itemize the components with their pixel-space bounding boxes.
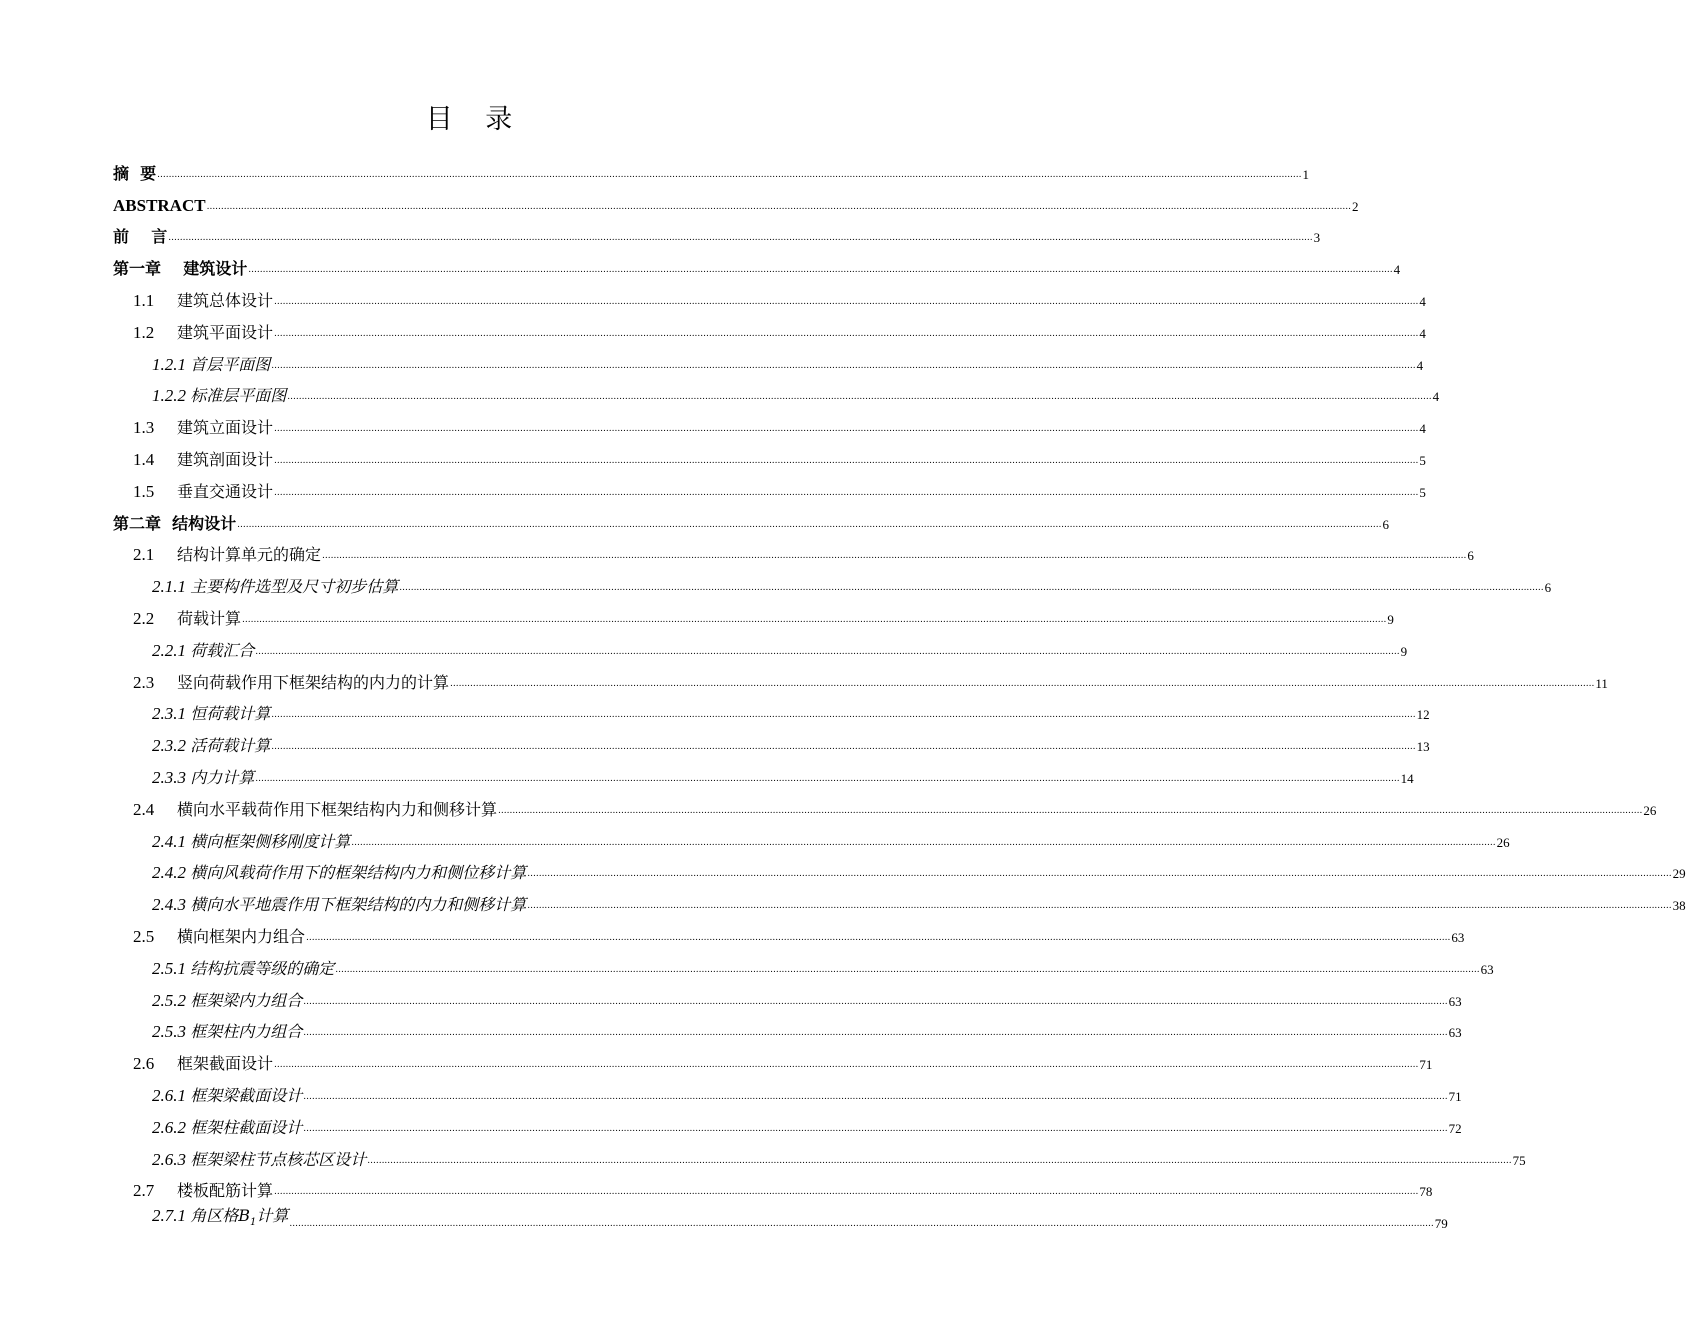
toc-page-number: 79 — [1434, 1216, 1448, 1232]
toc-page-number: 5 — [1419, 484, 1426, 500]
toc-section-title: 横向框架内力组合 — [177, 926, 306, 946]
dot-leader: ................................................................................................................................................................................................................................................................................................................................................................................................................ — [255, 646, 1400, 657]
toc-page-number: 4 — [1432, 389, 1440, 405]
dot-leader: ................................................................................................................................................................................................................................................................................................................................................................................................................ — [237, 519, 1382, 530]
toc-section-number: 2.5.1 — [152, 958, 191, 978]
dot-leader: ................................................................................................................................................................................................................................................................................................................................................................................................................ — [274, 487, 1419, 498]
toc-entry-label — [133, 673, 449, 693]
toc-entry[interactable] — [113, 406, 1426, 438]
toc-section-number: 1.5 — [133, 481, 155, 501]
toc-entry[interactable] — [113, 883, 1686, 915]
toc-entry[interactable] — [113, 438, 1426, 470]
toc-entry[interactable] — [113, 1011, 1462, 1043]
toc-section-title: 标准层平面图 — [190, 386, 287, 406]
toc-section-title: 荷载汇合 — [190, 640, 255, 660]
toc-section-number: 2.4.3 — [152, 895, 191, 915]
toc-page-number: 26 — [1643, 802, 1657, 818]
toc-section-number: 1.2 — [133, 322, 155, 342]
toc-entry-label — [133, 450, 273, 470]
toc-section-number: 2.1.1 — [152, 577, 191, 597]
toc-section-title: 荷载计算 — [177, 608, 242, 628]
toc-section-title: 建筑总体设计 — [177, 290, 274, 310]
toc-section-number: 2.2 — [133, 608, 155, 628]
toc-entry-label — [133, 927, 305, 947]
toc-page-number: 11 — [1595, 675, 1608, 691]
toc-page-number: 6 — [1382, 516, 1389, 532]
toc-entry[interactable] — [113, 311, 1426, 343]
toc-section-title: 框架柱内力组合 — [190, 1022, 303, 1042]
toc-entry[interactable] — [113, 915, 1465, 947]
toc-page-number: 9 — [1400, 643, 1408, 659]
toc-entry-label — [133, 1181, 273, 1201]
toc-entry[interactable] — [113, 1201, 1448, 1233]
toc-page-number: 71 — [1448, 1088, 1462, 1104]
toc-section-title: 横向水平载荷作用下框架结构内力和侧移计算 — [177, 799, 498, 819]
toc-section-title: 楼板配筋计算 — [177, 1181, 274, 1201]
toc-entry-label — [133, 800, 497, 820]
toc-section-number: 2.3.2 — [152, 736, 191, 756]
toc-section-number: 1.2.1 — [152, 354, 191, 374]
dot-leader: ................................................................................................................................................................................................................................................................................................................................................................................................................ — [367, 1155, 1512, 1166]
dot-leader: ................................................................................................................................................................................................................................................................................................................................................................................................................ — [255, 773, 1400, 784]
toc-page-number: 26 — [1496, 834, 1510, 850]
toc-section-number: 2.3 — [133, 672, 155, 692]
toc-section-title: 垂直交通设计 — [177, 481, 274, 501]
toc-entry-label: 第二章 结构设计 — [113, 513, 237, 533]
toc-section-title: 框架梁柱节点核芯区设计 — [190, 1149, 367, 1169]
toc-section-number: 1.4 — [133, 449, 155, 469]
dot-leader: ................................................................................................................................................................................................................................................................................................................................................................................................................ — [351, 837, 1496, 848]
dot-leader: ................................................................................................................................................................................................................................................................................................................................................................................................................ — [248, 265, 1393, 276]
subscript: 1 — [250, 1217, 257, 1229]
dot-leader: ................................................................................................................................................................................................................................................................................................................................................................................................................ — [303, 1091, 1448, 1102]
toc-section-number: 2.6.2 — [152, 1117, 191, 1137]
toc-entry-label — [152, 991, 302, 1011]
toc-section-number: 2.7 — [133, 1181, 155, 1201]
toc-entry[interactable] — [113, 724, 1430, 756]
toc-entry[interactable] — [113, 693, 1430, 725]
toc-section-title: 竖向荷载作用下框架结构的内力的计算 — [177, 672, 450, 692]
toc-entry[interactable] — [113, 1042, 1433, 1074]
toc-entry[interactable] — [113, 1106, 1462, 1138]
toc-entry[interactable] — [113, 979, 1462, 1011]
toc-page-number: 72 — [1448, 1120, 1462, 1136]
toc-page-number: 75 — [1512, 1152, 1526, 1168]
toc-page-number: 29 — [1672, 866, 1686, 882]
toc-page-number: 63 — [1448, 1025, 1462, 1041]
dot-leader: ................................................................................................................................................................................................................................................................................................................................................................................................................ — [527, 901, 1672, 912]
dot-leader: ................................................................................................................................................................................................................................................................................................................................................................................................................ — [274, 1060, 1419, 1071]
dot-leader: ................................................................................................................................................................................................................................................................................................................................................................................................................ — [271, 360, 1416, 371]
dot-leader: ................................................................................................................................................................................................................................................................................................................................................................................................................ — [322, 551, 1467, 562]
toc-section-number: 1.3 — [133, 418, 155, 438]
toc-entry[interactable] — [113, 1074, 1462, 1106]
toc-page-number: 4 — [1419, 325, 1426, 341]
toc-entry[interactable] — [113, 534, 1474, 566]
toc-entry-label — [152, 1118, 302, 1138]
toc-section-number: 2.3.3 — [152, 767, 191, 787]
toc-section-title: 结构抗震等级的确定 — [190, 958, 335, 978]
toc-section-title: 建筑剖面设计 — [177, 449, 274, 469]
toc-entry[interactable] — [113, 216, 1321, 248]
toc-entry[interactable] — [113, 279, 1426, 311]
toc-entry[interactable] — [113, 597, 1394, 629]
dot-leader: ................................................................................................................................................................................................................................................................................................................................................................................................................ — [303, 1123, 1448, 1134]
toc-section-number: 2.6 — [133, 1054, 155, 1074]
toc-entry-label — [133, 609, 241, 629]
toc-entry[interactable] — [113, 947, 1494, 979]
toc-section-title: 活荷载计算 — [190, 736, 271, 756]
toc-entry-label — [152, 1086, 302, 1106]
dot-leader: ................................................................................................................................................................................................................................................................................................................................................................................................................ — [274, 296, 1419, 307]
toc-page-number: 71 — [1419, 1057, 1433, 1073]
toc-page-number: 4 — [1419, 421, 1426, 437]
toc-entry-label — [152, 1206, 288, 1233]
toc-entry-label — [152, 577, 398, 597]
toc-entry-label: 第一章 建筑设计 — [113, 259, 248, 279]
toc-section-number: 1.1 — [133, 290, 155, 310]
toc-section-number: 1.2.2 — [152, 386, 191, 406]
dot-leader: ................................................................................................................................................................................................................................................................................................................................................................................................................ — [157, 169, 1302, 180]
toc-entry-label — [152, 736, 270, 756]
toc-page-number: 5 — [1419, 452, 1426, 468]
toc-entry-label — [152, 641, 254, 661]
dot-leader: ................................................................................................................................................................................................................................................................................................................................................................................................................ — [287, 392, 1432, 403]
toc-section-number: 2.5.2 — [152, 990, 191, 1010]
page-title: 目 录 — [425, 104, 525, 135]
toc-entry-label — [152, 832, 350, 852]
toc-section-title: 框架柱截面设计 — [190, 1117, 303, 1137]
toc-section-number: 2.4.1 — [152, 831, 191, 851]
toc-section-number: 2.5 — [133, 926, 155, 946]
toc-section-title: 内力计算 — [190, 767, 255, 787]
toc-page-number: 4 — [1416, 357, 1424, 373]
toc-section-number: 2.4 — [133, 799, 155, 819]
toc-entry-label — [133, 545, 321, 565]
toc-page-number: 1 — [1302, 166, 1309, 182]
toc-entry[interactable] — [113, 1138, 1526, 1170]
toc-page-number: 63 — [1451, 929, 1465, 945]
toc-page-number: 9 — [1387, 611, 1394, 627]
dot-leader: ................................................................................................................................................................................................................................................................................................................................................................................................................ — [527, 869, 1672, 880]
toc-page-number: 6 — [1467, 548, 1474, 564]
dot-leader: ................................................................................................................................................................................................................................................................................................................................................................................................................ — [274, 455, 1419, 466]
toc-section-title: 角区格B — [190, 1205, 251, 1225]
toc-entry-label — [152, 959, 334, 979]
dot-leader: ................................................................................................................................................................................................................................................................................................................................................................................................................ — [274, 328, 1419, 339]
toc-section-title: 建筑平面设计 — [177, 322, 274, 342]
toc-entry[interactable] — [113, 565, 1552, 597]
toc-page-number: 3 — [1313, 230, 1321, 246]
toc-section-title: 横向风载荷作用下的框架结构内力和侧位移计算 — [190, 863, 527, 883]
toc-entry-label — [152, 704, 270, 724]
dot-leader: ................................................................................................................................................................................................................................................................................................................................................................................................................ — [168, 233, 1313, 244]
toc-entry-label: 前 言 — [113, 227, 168, 247]
dot-leader: ................................................................................................................................................................................................................................................................................................................................................................................................................ — [242, 614, 1387, 625]
dot-leader: ................................................................................................................................................................................................................................................................................................................................................................................................................ — [303, 996, 1448, 1007]
toc-section-title-suffix: 计算 — [256, 1205, 289, 1225]
toc-section-title: 框架梁内力组合 — [190, 990, 303, 1010]
toc-section-number: 2.1 — [133, 545, 155, 565]
dot-leader: ................................................................................................................................................................................................................................................................................................................................................................................................................ — [306, 932, 1451, 943]
toc-entry-label — [152, 386, 286, 406]
toc-section-number: 2.5.3 — [152, 1022, 191, 1042]
toc-entry[interactable] — [113, 152, 1309, 184]
dot-leader: ................................................................................................................................................................................................................................................................................................................................................................................................................ — [335, 964, 1480, 975]
toc-entry-label — [133, 482, 273, 502]
table-of-contents — [113, 152, 1686, 1233]
toc-section-title: 结构计算单元的确定 — [177, 545, 322, 565]
toc-section-number: 2.7.1 — [152, 1205, 191, 1225]
toc-entry-label — [152, 1022, 302, 1042]
toc-entry[interactable] — [113, 343, 1424, 375]
toc-entry[interactable] — [113, 629, 1408, 661]
toc-section-title: 框架截面设计 — [177, 1054, 274, 1074]
toc-entry-label — [133, 1054, 273, 1074]
toc-entry[interactable] — [113, 470, 1426, 502]
toc-entry[interactable] — [113, 184, 1359, 216]
dot-leader: ................................................................................................................................................................................................................................................................................................................................................................................................................ — [206, 201, 1351, 212]
toc-section-title: 主要构件选型及尺寸初步估算 — [190, 577, 399, 597]
toc-section-title: 恒荷载计算 — [190, 704, 271, 724]
toc-entry[interactable] — [113, 820, 1510, 852]
toc-entry-label: 摘 要 — [113, 163, 157, 183]
toc-section-number: 2.4.2 — [152, 863, 191, 883]
toc-entry-label — [152, 768, 254, 788]
toc-page-number: 4 — [1419, 293, 1426, 309]
toc-section-title: 建筑立面设计 — [177, 418, 274, 438]
dot-leader: ................................................................................................................................................................................................................................................................................................................................................................................................................ — [303, 1028, 1448, 1039]
toc-entry[interactable] — [113, 661, 1608, 693]
toc-entry[interactable] — [113, 1170, 1433, 1202]
toc-section-number: 2.6.3 — [152, 1149, 191, 1169]
dot-leader: ................................................................................................................................................................................................................................................................................................................................................................................................................ — [450, 678, 1595, 689]
toc-entry[interactable] — [113, 247, 1401, 279]
toc-page-number: 6 — [1544, 580, 1552, 596]
toc-entry-label — [133, 291, 273, 311]
toc-entry[interactable] — [113, 502, 1389, 534]
toc-page-number: 78 — [1419, 1184, 1433, 1200]
dot-leader: ................................................................................................................................................................................................................................................................................................................................................................................................................ — [399, 583, 1544, 594]
toc-page-number: 14 — [1400, 770, 1414, 786]
toc-page-number: 38 — [1672, 898, 1686, 914]
toc-page-number: 12 — [1416, 707, 1430, 723]
dot-leader: ................................................................................................................................................................................................................................................................................................................................................................................................................ — [274, 424, 1419, 435]
toc-page-number: 63 — [1480, 961, 1494, 977]
toc-entry-label: ABSTRACT — [113, 195, 206, 215]
toc-section-title: 横向水平地震作用下框架结构的内力和侧移计算 — [190, 895, 527, 915]
toc-section-title: 首层平面图 — [190, 354, 271, 374]
toc-entry[interactable] — [113, 788, 1657, 820]
toc-entry-label — [152, 863, 526, 883]
toc-page-number: 63 — [1448, 993, 1462, 1009]
toc-entry-label — [133, 323, 273, 343]
toc-section-number: 2.6.1 — [152, 1085, 191, 1105]
dot-leader: ................................................................................................................................................................................................................................................................................................................................................................................................................ — [274, 1187, 1419, 1198]
toc-entry[interactable] — [113, 375, 1440, 407]
toc-entry-label — [152, 895, 526, 915]
toc-section-title: 框架梁截面设计 — [190, 1085, 303, 1105]
dot-leader: ................................................................................................................................................................................................................................................................................................................................................................................................................ — [271, 742, 1416, 753]
dot-leader: ................................................................................................................................................................................................................................................................................................................................................................................................................ — [271, 710, 1416, 721]
toc-page-number: 2 — [1351, 198, 1359, 214]
toc-entry-label — [152, 355, 270, 375]
toc-entry-label — [152, 1150, 366, 1170]
toc-page-number: 4 — [1393, 262, 1401, 278]
toc-entry[interactable] — [113, 756, 1414, 788]
toc-section-title: 横向框架侧移刚度计算 — [190, 831, 351, 851]
dot-leader: ................................................................................................................................................................................................................................................................................................................................................................................................................ — [289, 1219, 1434, 1230]
dot-leader: ................................................................................................................................................................................................................................................................................................................................................................................................................ — [498, 805, 1643, 816]
toc-page-number: 13 — [1416, 739, 1430, 755]
toc-section-number: 2.3.1 — [152, 704, 191, 724]
toc-entry-label — [133, 418, 273, 438]
toc-section-number: 2.2.1 — [152, 640, 191, 660]
toc-entry[interactable] — [113, 852, 1686, 884]
